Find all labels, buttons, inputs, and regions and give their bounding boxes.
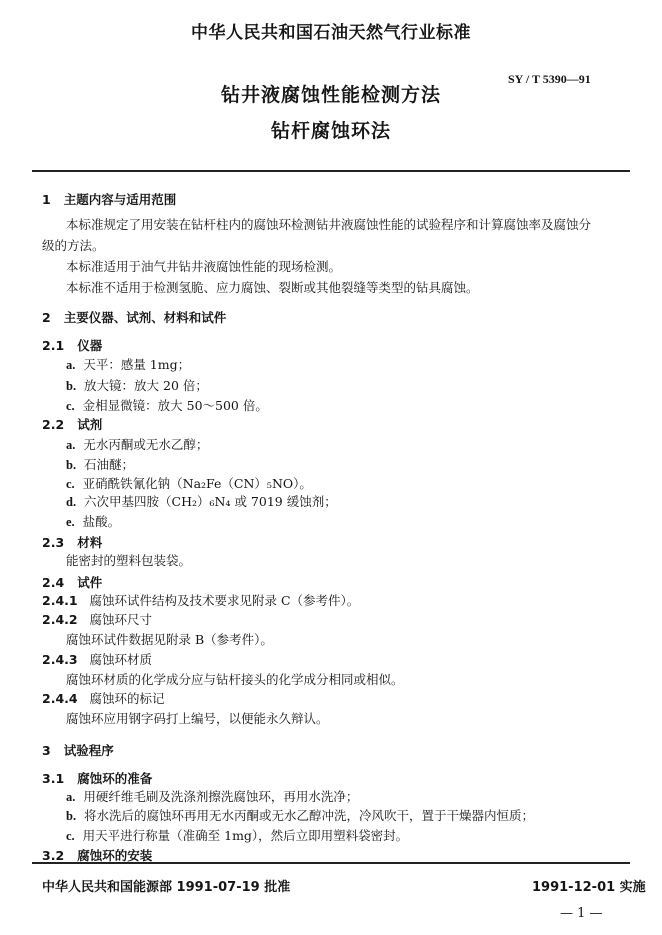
subsection-number: 2.1 [42,338,65,353]
list-item [66,808,534,824]
paragraph: 腐蚀环应用钢字码打上编号，以便能永久辩认。 [66,711,329,726]
clause-number: 2.4.4 [42,691,78,706]
paragraph: 本标准适用于油气井钻井液腐蚀性能的现场检测。 [66,259,342,274]
list-item [66,357,190,373]
item-letter: d. [66,495,77,509]
top-divider [32,170,630,172]
item-letter: a. [66,790,76,804]
list-item [66,437,208,453]
section-number: 2 [42,310,51,325]
section-number: 3 [42,743,51,758]
clause-2-4-1 [42,593,359,609]
item-text: 盐酸。 [82,514,121,529]
item-letter: b. [66,809,77,823]
list-item [66,476,312,492]
item-letter: c. [66,477,75,491]
item-text: 用天平进行称量（准确至 1mg），然后立即用塑料袋密封。 [82,828,409,843]
subsection-title: 仪器 [77,338,103,353]
clause-text: 腐蚀环试件结构及技术要求见附录 C（参考件）。 [89,593,360,608]
item-text: 天平：感量 1mg； [83,357,191,372]
section-title: 试验程序 [63,743,114,758]
item-letter: b. [66,379,77,393]
list-item [66,514,120,530]
subsection-2-4-heading [42,573,102,591]
paragraph: 腐蚀环试件数据见附录 B（参考件）。 [66,632,273,647]
item-letter: c. [66,829,75,843]
subsection-2-2-heading [42,415,102,433]
paragraph: 本标准规定了用安装在钻杆柱内的腐蚀环检测钻井液腐蚀性能的试验程序和计算腐蚀率及腐蚀分 [66,217,592,232]
paragraph: 腐蚀环材质的化学成分应与钻杆接头的化学成分相同或相似。 [66,672,404,687]
item-text: 放大镜：放大 20 倍； [84,378,208,393]
subsection-title: 试剂 [77,417,103,432]
clause-number: 2.4.2 [42,612,78,627]
subsection-2-3-heading [42,533,102,551]
subsection-number: 3.2 [42,848,65,863]
item-letter: a. [66,358,76,372]
item-text: 用硬纤维毛刷及洗涤剂擦洗腐蚀环，再用水洗净； [83,789,359,804]
subsection-number: 2.4 [42,575,65,590]
item-letter: b. [66,458,77,472]
list-item [66,457,134,473]
section-2-heading [42,308,226,326]
item-text: 金相显微镜：放大 50～500 倍。 [82,398,268,413]
approval-line: 中华人民共和国能源部 1991-07-19 批准 [42,880,291,895]
list-item [66,494,337,510]
subsection-title: 试件 [77,575,103,590]
clause-2-4-3 [42,652,152,668]
item-letter: a. [66,438,76,452]
clause-2-4-4 [42,691,165,707]
paragraph: 本标准不适用于检测氢脆、应力腐蚀、裂断或其他裂缝等类型的钻具腐蚀。 [66,280,479,295]
clause-2-4-2 [42,612,152,628]
item-letter: e. [66,515,75,529]
section-1-heading [42,190,176,208]
section-title: 主题内容与适用范围 [63,192,177,207]
subsection-title: 腐蚀环的准备 [77,771,153,786]
subsection-3-1-heading [42,769,152,787]
bottom-divider [32,862,630,864]
standard-code: SY / T 5390—91 [508,72,591,86]
item-text: 无水丙酮或无水乙醇； [83,437,209,452]
item-text: 石油醚； [84,457,135,472]
clause-title: 腐蚀环材质 [89,652,153,667]
subsection-number: 2.3 [42,535,65,550]
page-number: — 1 — [560,906,603,921]
paragraph: 能密封的塑料包装袋。 [66,553,192,568]
item-text: 亚硝酰铁氰化钠（Na₂Fe（CN）₅NO）。 [82,476,312,491]
effective-date: 1991-12-01 实施 [532,880,646,895]
subsection-number: 3.1 [42,771,65,786]
item-text: 将水洗后的腐蚀环再用无水丙酮或无水乙醇冲洗，冷风吹干，置于干燥器内恒质； [84,808,535,823]
subsection-title: 腐蚀环的安装 [77,848,153,863]
paragraph-continued: 级的方法。 [42,238,105,253]
list-item [66,378,208,394]
subsection-number: 2.2 [42,417,65,432]
list-item [66,398,268,414]
clause-number: 2.4.3 [42,652,78,667]
standard-organization: 中华人民共和国石油天然气行业标准 [191,23,471,43]
clause-number: 2.4.1 [42,593,78,608]
item-text: 六次甲基四胺（CH₂）₆N₄ 或 7019 缓蚀剂； [84,494,337,509]
document-title: 钻井液腐蚀性能检测方法 [220,84,441,106]
section-3-heading [42,741,114,759]
item-letter: c. [66,399,75,413]
list-item [66,789,358,805]
section-number: 1 [42,192,51,207]
document-subtitle: 钻杆腐蚀环法 [270,120,391,142]
subsection-2-1-heading [42,336,102,354]
clause-title: 腐蚀环尺寸 [89,612,153,627]
subsection-title: 材料 [77,535,103,550]
clause-title: 腐蚀环的标记 [89,691,165,706]
list-item [66,828,408,844]
section-title: 主要仪器、试剂、材料和试件 [63,310,227,325]
